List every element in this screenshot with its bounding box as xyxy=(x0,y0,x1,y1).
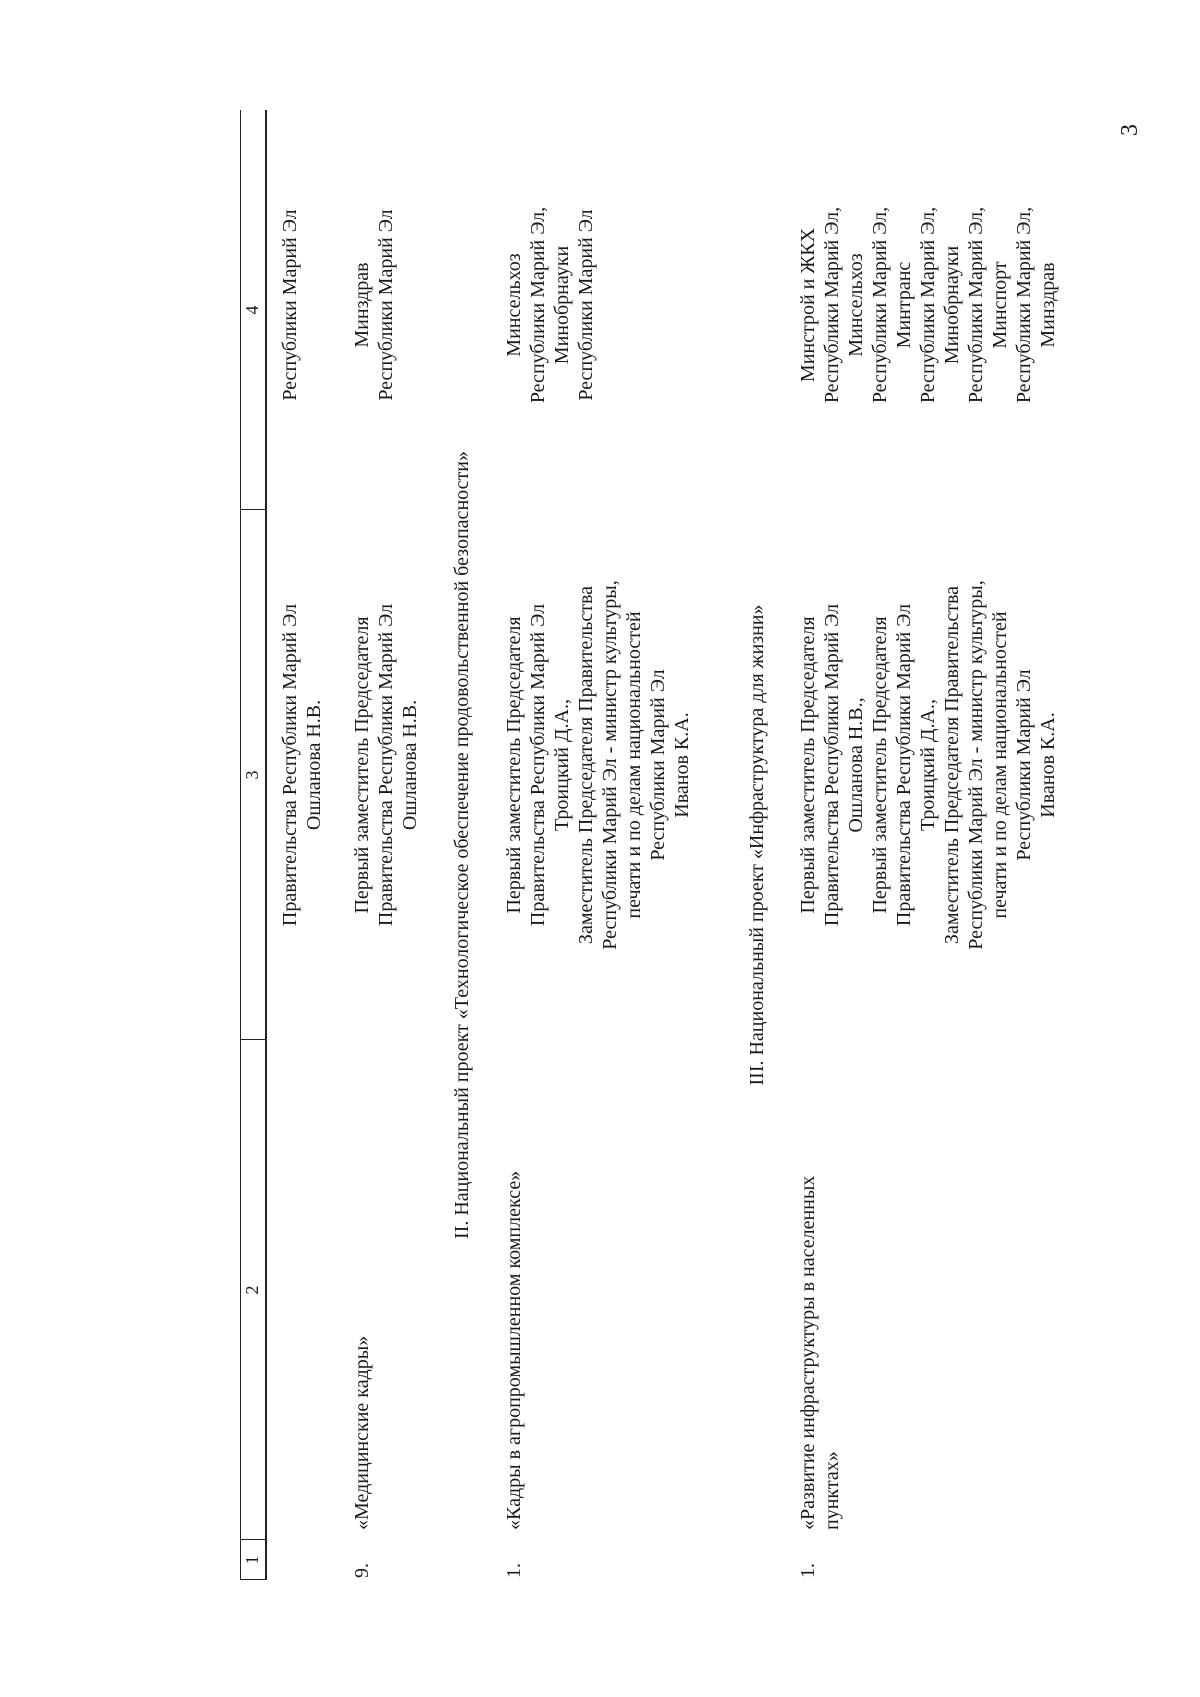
row-9-num: 9. xyxy=(351,1563,373,1578)
header-col-4: 4 xyxy=(242,305,262,315)
header-col-1: 1 xyxy=(242,1555,262,1565)
s2-row-executor: Минсельхоз Республики Марий Эл, Минобрнауки Республики Марий Эл xyxy=(503,206,597,404)
section-2-title: II. Национальный проект «Технологическое обеспечение продовольственной безопасности» xyxy=(451,451,473,1239)
header-col-2: 2 xyxy=(242,1285,262,1295)
s2-row-curator: Первый заместитель Председателя Правительства Республики Марий Эл Троицкий Д.А., Заместитель Председателя Правительства Республики Марий Эл - министр культуры, печати и по делам национальностей Республики Марий Эл Иванов К.А. xyxy=(503,580,693,950)
s2-row-project: «Кадры в агропромышленном комплексе» xyxy=(503,1170,525,1530)
s3-row-curator: Первый заместитель Председателя Правительства Республики Марий Эл Ошланова Н.В., Первый заместитель Председателя Правительства Республики Марий Эл Троицкий Д.А., Заместитель Председателя Правительства Республики Марий Эл - министр культуры, печати и по делам национальностей Республики Марий Эл Иванов К.А. xyxy=(797,580,1059,950)
row-cont-curator: Правительства Республики Марий Эл Ошланова Н.В. xyxy=(279,603,325,927)
page-number: 3 xyxy=(1117,124,1143,136)
row-9-curator: Первый заместитель Председателя Правительства Республики Марий Эл Ошланова Н.В. xyxy=(351,603,421,927)
row-9-project: «Медицинские кадры» xyxy=(351,1335,373,1530)
s3-row-executor: Минстрой и ЖКХ Республики Марий Эл, Минсельхоз Республики Марий Эл, Минтранс Республики Марий Эл, Минобрнауки Республики Марий Эл, Минспорт Республики Марий Эл, Минздрав xyxy=(797,206,1059,404)
row-cont-executor: Республики Марий Эл xyxy=(279,209,301,401)
header-col-3: 3 xyxy=(242,770,262,780)
landscape-table xyxy=(240,110,1120,1580)
row-9-executor: Минздрав Республики Марий Эл xyxy=(351,209,397,401)
s2-row-num: 1. xyxy=(503,1563,525,1578)
section-3-title: III. Национальный проект «Инфраструктура для жизни» xyxy=(746,604,768,1086)
s3-row-num: 1. xyxy=(797,1563,819,1578)
s3-row-project: «Развитие инфраструктуры в населенных пунктах» xyxy=(797,1175,843,1530)
table-header xyxy=(240,110,267,1580)
